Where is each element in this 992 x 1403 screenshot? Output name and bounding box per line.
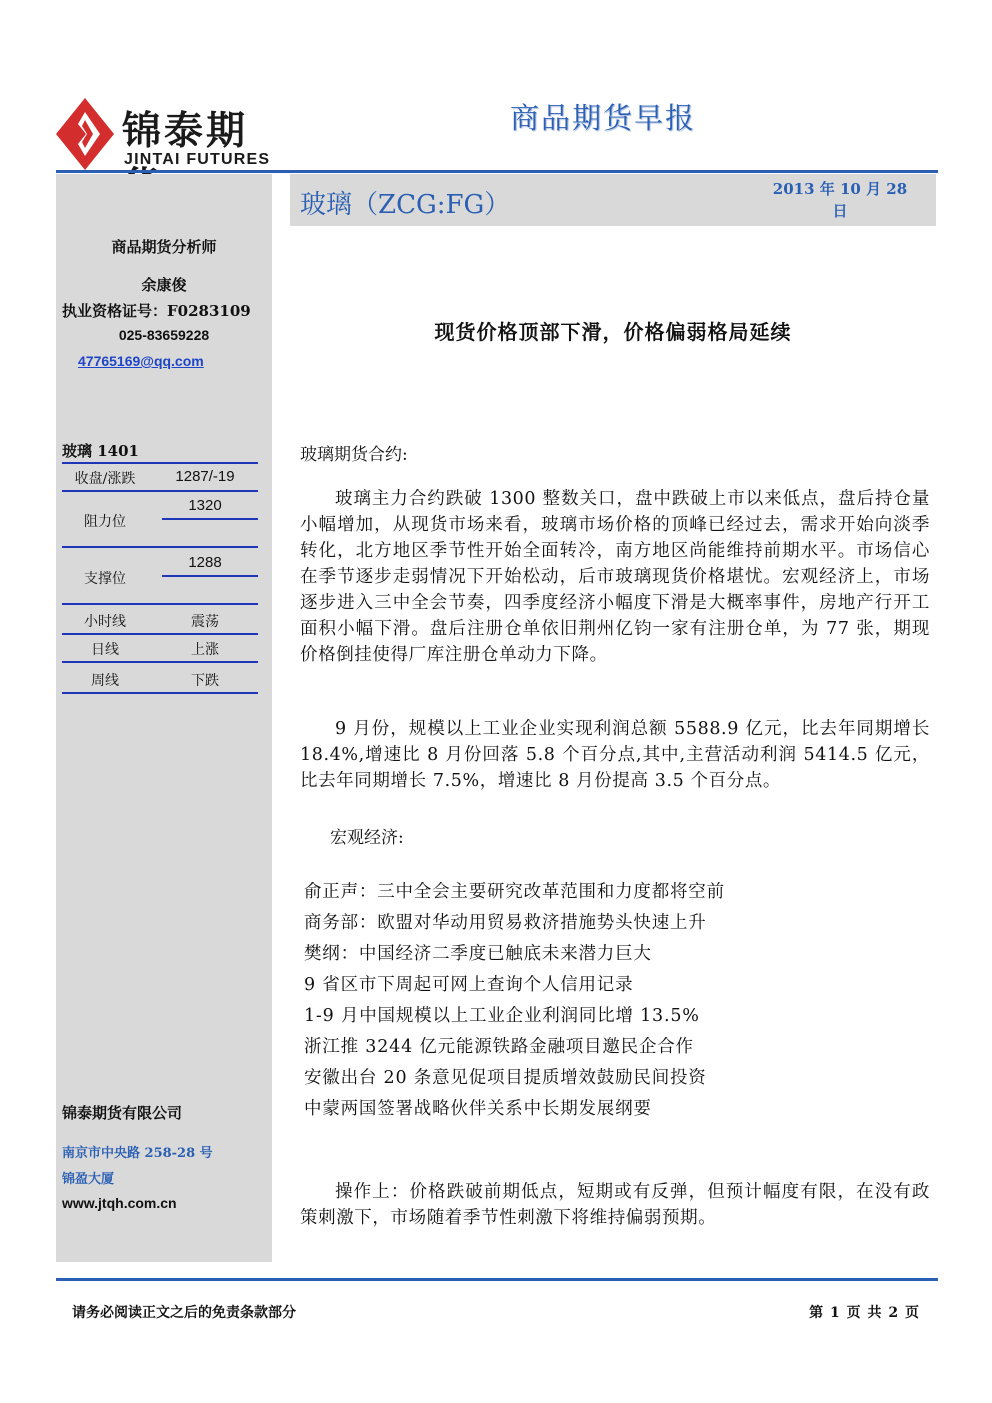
stat-label-daily: 日线 (91, 642, 119, 658)
footer-divider (56, 1278, 938, 1281)
stat-value-weekly: 下跌 (191, 673, 219, 689)
jintai-logo-icon (56, 98, 114, 170)
report-date (760, 178, 920, 222)
news-item: 商务部：欧盟对华动用贸易救济措施势头快速上升 (304, 913, 707, 933)
header-divider (56, 170, 938, 173)
stat-divider (62, 603, 258, 605)
report-date-line1: 2013 年 10 月 28 (772, 180, 908, 198)
macro-news-list (304, 877, 934, 1125)
news-item: 1-9 月中国规模以上工业企业利润同比增 13.5% (304, 1006, 700, 1026)
page-number: 第 1 页 共 2 页 (809, 1305, 920, 1321)
product-bar (290, 174, 936, 226)
analysis-paragraph: 玻璃主力合约跌破 1300 整数关口，盘中跌破上市以来低点，盘后持仓量小幅增加，从现货市场来看，玻璃市场价格的顶峰已经过去，需求开始向淡季转化，北方地区季节性开始全面转冷，南方地区尚能维持前期水平。市场信心在季节逐步走弱情况下开始松动，后市玻璃现货价格堪忧。宏观经济上，市场逐步进入三中全会节奏，四季度经济小幅度下滑是大概率事件，房地产行开工面积小幅下滑。盘后注册仓单依旧荆州亿钧一家有注册仓单，为 77 张，期现价格倒挂使得厂库注册仓单动力下降。 (300, 489, 930, 665)
stat-divider (62, 546, 258, 548)
stat-label-resistance: 阻力位 (84, 514, 126, 530)
stat-divider (162, 575, 258, 577)
stat-divider (162, 518, 258, 520)
news-item: 浙江推 3244 亿元能源铁路金融项目邀民企合作 (304, 1037, 694, 1057)
analyst-email-link[interactable]: 47765169@qq.com (78, 353, 204, 369)
news-item: 俞正声：三中全会主要研究改革范围和力度都将空前 (304, 882, 725, 902)
stat-divider (62, 661, 258, 663)
analyst-title: 商品期货分析师 (111, 238, 217, 256)
analyst-license: 执业资格证号：F0283109 (62, 302, 251, 320)
logo-chinese-name: 锦泰期 (122, 109, 249, 154)
section-lead: 玻璃期货合约: (300, 445, 408, 465)
contract-name: 玻璃 1401 (62, 442, 139, 460)
stat-value-support: 1288 (188, 554, 222, 571)
company-address-line2: 锦盈大厦 (62, 1172, 115, 1187)
company-name: 锦泰期货有限公司 (62, 1104, 183, 1122)
article-headline: 现货价格顶部下滑，价格偏弱格局延续 (434, 320, 792, 344)
stat-value-hourly: 震荡 (191, 614, 219, 630)
footer-disclaimer: 请务必阅读正文之后的免责条款部分 (72, 1305, 296, 1321)
analyst-phone: 025-83659228 (118, 327, 210, 343)
company-logo (56, 98, 286, 172)
sidebar (56, 174, 272, 1262)
news-item: 安徽出台 20 条意见促项目提质增效鼓励民间投资 (304, 1068, 707, 1088)
report-title: 商品期货早报 (510, 101, 697, 135)
company-address-line1: 南京市中央路 258-28 号 (62, 1146, 213, 1161)
analyst-name: 余康俊 (141, 276, 187, 294)
news-item: 中蒙两国签署战略伙伴关系中长期发展纲要 (304, 1099, 652, 1119)
stat-value-close: 1287/-19 (175, 468, 235, 485)
macro-section-label: 宏观经济: (330, 828, 404, 848)
company-website-link[interactable]: www.jtqh.com.cn (62, 1195, 177, 1211)
stat-divider (62, 692, 258, 694)
stat-label-support: 支撑位 (84, 571, 126, 587)
stat-value-resistance: 1320 (188, 497, 222, 514)
stat-label-close: 收盘/涨跌 (74, 471, 136, 487)
stat-label-weekly: 周线 (91, 673, 119, 689)
news-item: 樊纲：中国经济二季度已触底未来潜力巨大 (304, 944, 652, 964)
stat-label-hourly: 小时线 (84, 614, 126, 630)
stat-divider (62, 462, 258, 464)
stat-divider (62, 490, 258, 492)
logo-english-name: JINTAI FUTURES (124, 151, 271, 168)
stat-divider (62, 633, 258, 635)
product-name: 玻璃（ZCG:FG） (300, 190, 511, 220)
industry-profit-paragraph: 9 月份，规模以上工业企业实现利润总额 5588.9 亿元，比去年同期增长 18.4%,增速比 8 月份回落 5.8 个百分点,其中,主营活动利润 5414.5 亿元，比去年同期增长 7.5%，增速比 8 月份提高 3.5 个百分点。 (300, 719, 930, 791)
stat-value-daily: 上涨 (191, 642, 219, 658)
report-date-line2: 日 (832, 202, 848, 220)
operation-advice-paragraph: 操作上：价格跌破前期低点，短期或有反弹，但预计幅度有限，在没有政策刺激下，市场随着季节性刺激下将维持偏弱预期。 (300, 1182, 930, 1228)
news-item: 9 省区市下周起可网上查询个人信用记录 (304, 975, 634, 995)
